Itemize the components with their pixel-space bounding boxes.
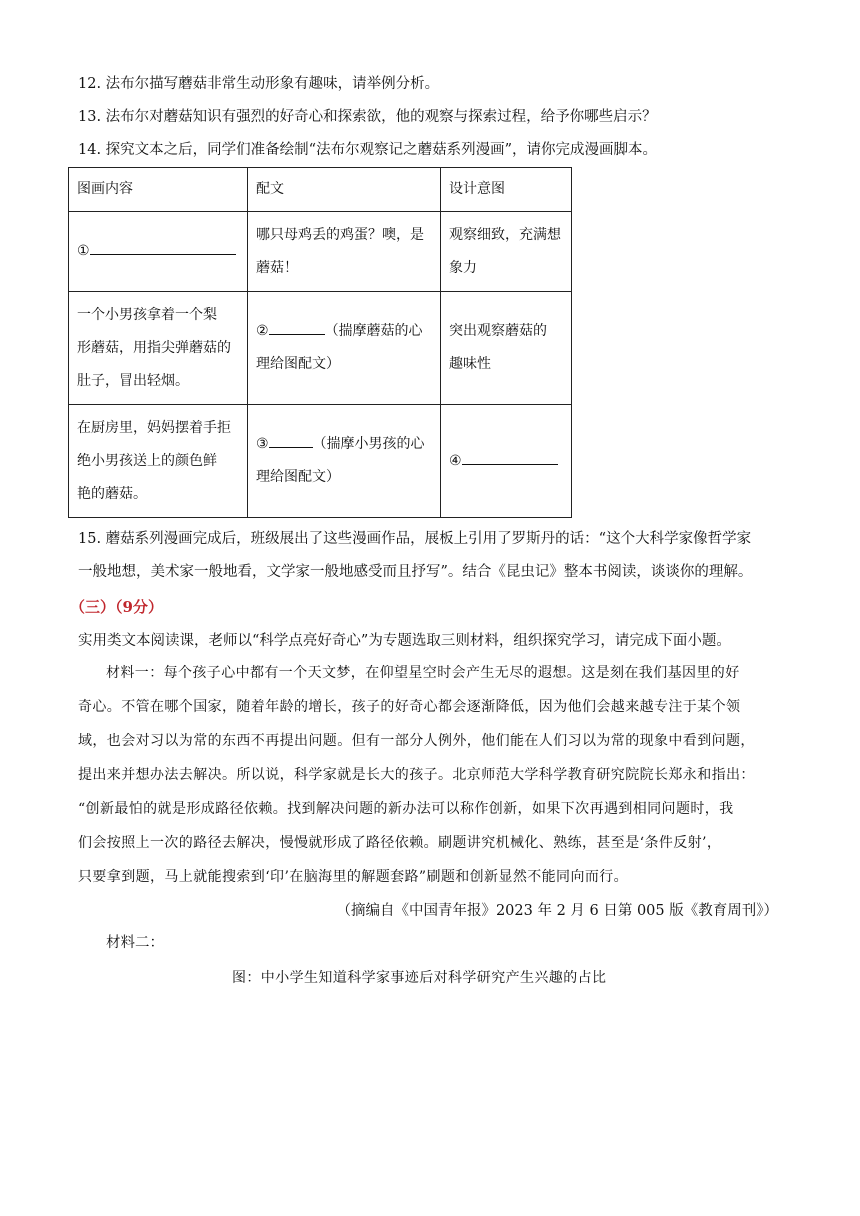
cell-text: 艳的蘑菇。 (77, 485, 147, 502)
answer-blank-4[interactable] (462, 448, 558, 465)
cell-caption-2 (248, 292, 441, 405)
question-15-line-1: 15. 蘑菇系列漫画完成后，班级展出了这些漫画作品，展板上引用了罗斯丹的话：“这个大科学家像哲学家 (78, 531, 752, 547)
cell-text: 绝小男孩送上的颜色鲜 (77, 452, 217, 469)
question-12: 12. 法布尔描写蘑菇非常生动形象有趣味，请举例分析。 (78, 76, 440, 92)
header-picture-content: 图画内容 (69, 168, 248, 212)
material-line: 提出来并想办法去解决。所以说，科学家就是长大的孩子。北京师范大学科学教育研究院院长郑永和指出： (78, 767, 755, 783)
question-14: 14. 探究文本之后，同学们准备绘制“法布尔观察记之蘑菇系列漫画”，请你完成漫画脚本。 (78, 142, 657, 158)
cell-text: 理给图配文） (256, 469, 340, 485)
table-row (69, 292, 572, 405)
blank-marker: ① (77, 243, 90, 259)
cell-text: 蘑菇！ (256, 259, 298, 276)
source-citation: （摘编自《中国青年报》2023 年 2 月 6 日第 005 版《教育周刊》） (336, 903, 778, 919)
cell-text: 趣味性 (449, 356, 491, 372)
cell-picture-2 (69, 292, 248, 405)
cell-text: （揣摩蘑菇的心 (324, 323, 423, 339)
table-row (69, 405, 572, 518)
cell-caption-1 (248, 212, 441, 292)
cell-text: 理给图配文） (256, 356, 340, 372)
blank-marker: ④ (449, 452, 462, 469)
material-line: 奇心。不管在哪个国家，随着年龄的增长，孩子的好奇心都会逐渐降低，因为他们会越来越专注于某个领 (78, 699, 741, 715)
answer-blank-2[interactable] (269, 318, 325, 335)
comic-script-table (68, 167, 572, 518)
cell-text: 象力 (449, 259, 477, 276)
cell-caption-3 (248, 405, 441, 518)
material-two-label: 材料二： (106, 935, 164, 951)
header-design-intent: 设计意图 (441, 168, 572, 212)
cell-text: 哪只母鸡丢的鸡蛋？噢，是 (256, 226, 424, 243)
material-line: 材料一：每个孩子心中都有一个天文梦，在仰望星空时会产生无尽的遐想。这是刻在我们基因里的好 (106, 665, 740, 681)
cell-picture-1 (69, 212, 248, 292)
material-line: 只要拿到题，马上就能搜索到‘印’在脑海里的解题套路”刷题和创新显然不能同向而行。 (78, 869, 629, 885)
blank-marker: ② (256, 323, 269, 339)
material-line: “创新最怕的就是形成路径依赖。找到解决问题的新办法可以称作创新，如果下次再遇到相同问题时，我 (78, 801, 734, 817)
cell-text: （揣摩小男孩的心 (312, 436, 425, 452)
section-intro: 实用类文本阅读课，老师以“科学点亮好奇心”为专题选取三则材料，组织探究学习，请完成下面小题。 (78, 633, 731, 649)
cell-text: 在厨房里，妈妈摆着手拒 (77, 419, 231, 436)
cell-picture-3 (69, 405, 248, 518)
table-row (69, 212, 572, 292)
question-13: 13. 法布尔对蘑菇知识有强烈的好奇心和探索欲，他的观察与探索过程，给予你哪些启示？ (78, 109, 657, 125)
header-caption: 配文 (248, 168, 441, 212)
cell-intent-1 (441, 212, 572, 292)
cell-text: 观察细致，充满想 (449, 226, 561, 243)
figure-caption: 图：中小学生知道科学家事迹后对科学研究产生兴趣的占比 (232, 970, 607, 986)
section-heading: （三）（9分） (70, 598, 163, 616)
material-line: 域，也会对习以为常的东西不再提出问题。但有一部分人例外，他们能在人们习以为常的现象中看到问题， (78, 733, 755, 749)
blank-marker: ③ (256, 436, 269, 452)
question-15-line-2: 一般地想，美术家一般地看，文学家一般地感受而且抒写”。结合《昆虫记》整本书阅读，谈谈你的理解。 (78, 564, 753, 580)
table-header-row (69, 168, 572, 212)
answer-blank-1[interactable] (90, 238, 236, 255)
cell-text: 形蘑菇，用指尖弹蘑菇的 (77, 339, 231, 356)
cell-text: 突出观察蘑菇的 (449, 323, 547, 339)
cell-intent-2 (441, 292, 572, 405)
cell-text: 肚子，冒出轻烟。 (77, 372, 189, 389)
answer-blank-3[interactable] (269, 431, 313, 448)
cell-text: 一个小男孩拿着一个梨 (77, 306, 217, 323)
material-line: 们会按照上一次的路径去解决，慢慢就形成了路径依赖。刷题讲究机械化、熟练，甚至是‘条件反射’， (78, 835, 722, 851)
cell-intent-3 (441, 405, 572, 518)
